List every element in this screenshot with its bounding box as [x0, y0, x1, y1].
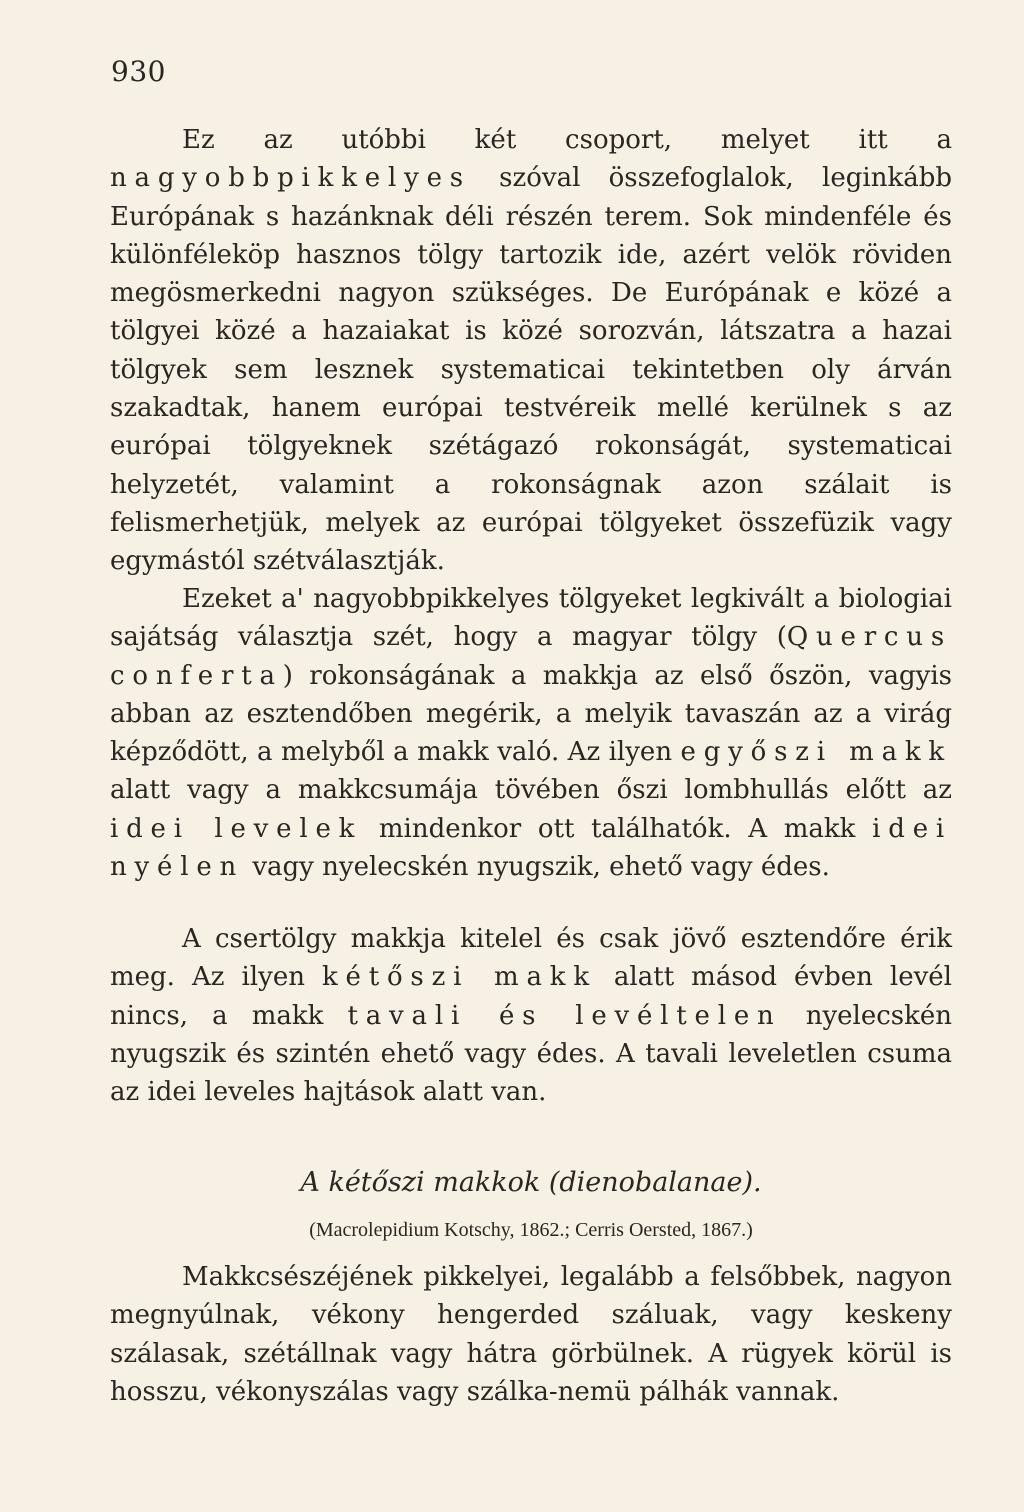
paragraph-4-text: Makkcsészéjének pikkelyei, legalább a felsőbbek, nagyon megnyúlnak, vékony hengerded száluak, vagy keskeny szálasak, szétállnak vagy hátra görbülnek. A rügyek körül is hosszu, vékonyszálas vagy szálka-nemü pálhák vannak.	[110, 1262, 952, 1407]
section-subheading: (Macrolepidium Kotschy, 1862.; Cerris Oersted, 1867.)	[309, 1219, 753, 1241]
paragraph-2-part-e: vagy nyelecskén nyugszik, ehető vagy édes.	[244, 852, 830, 883]
spaced-term-tavali-es-leveltelen: tavali és levéltelen	[347, 1000, 782, 1031]
paragraph-1	[110, 121, 952, 581]
spaced-term-idei-nyelen: idei nyélen	[110, 813, 953, 883]
page-number: 930	[111, 55, 166, 88]
paragraph-3-text	[110, 920, 952, 1111]
paragraph-4	[110, 1258, 952, 1411]
spaced-term-idei-levelek: idei levelek	[110, 813, 363, 844]
paragraph-2-part-b: ) rokonságának a makkja az első őszön, vagyis abban az esztendőben megérik, a melyik tavaszán az a virág képződött, a melyből a makk való. Az ilyen	[110, 660, 952, 768]
paragraph-3-part-a: A csertölgy makkja kitelel és csak jövő esztendőre érik meg. Az ilyen	[110, 924, 952, 993]
spaced-term-nagyobbpikkelyes: nagyobbpikkelyes	[110, 163, 471, 194]
spaced-term-egyoszi-makk: egyőszi makk	[680, 737, 952, 768]
paragraph-1-text	[110, 121, 952, 581]
paragraph-2-part-a: Ezeket a' nagyobbpikkelyes tölgyeket legkivált a biologiai sajátság választja szét, hogy a magyar tölgy (	[110, 584, 952, 653]
paragraph-3	[110, 920, 952, 1111]
paragraph-2-text	[110, 580, 952, 886]
spaced-term-quercus-conferta: Quercus conferta	[110, 622, 952, 691]
paragraph-2-part-d: mindenkor ott találhatók. A makk	[362, 813, 873, 844]
paragraph-3-part-c: nyelecskén nyugszik és szintén ehető vagy édes. A tavali leveletlen csuma az idei leveles hajtások alatt van.	[110, 1000, 953, 1108]
paragraph-3-part-b: alatt másod évben levél nincs, a makk	[110, 962, 952, 1031]
paragraph-2	[110, 580, 952, 886]
section-heading: A kétőszi makkok (dienobalanae).	[300, 1167, 762, 1198]
spaced-term-ketoszi-makk: kétőszi makk	[321, 962, 597, 993]
paragraph-1-start: Ez az utóbbi két csoport, melyet itt a	[182, 125, 952, 155]
paragraph-1-rest: szóval összefoglalok, leginkább Európának s hazánknak déli részén terem. Sok mindenféle és különféleköp hasznos tölgy tartozik ide, azért velök röviden megösmerkedni nagyon szükséges. De Európának e közé a tölgyei közé a hazaiakat is közé sorozván, látszatra a hazai tölgyek sem lesznek systematicai tekintetben oly árván szakadtak, hanem európai testvéreik mellé kerülnek s az európai tölgyeknek szétágazó rokonságát, systematicai helyzetét, valamint a rokonságnak azon szálait is felismerhetjük, melyek az európai tölgyeket összefüzik vagy egymástól szétválasztják.	[110, 163, 952, 577]
paragraph-2-part-c: alatt vagy a makkcsumája tövében őszi lombhullás előtt az	[110, 775, 952, 806]
